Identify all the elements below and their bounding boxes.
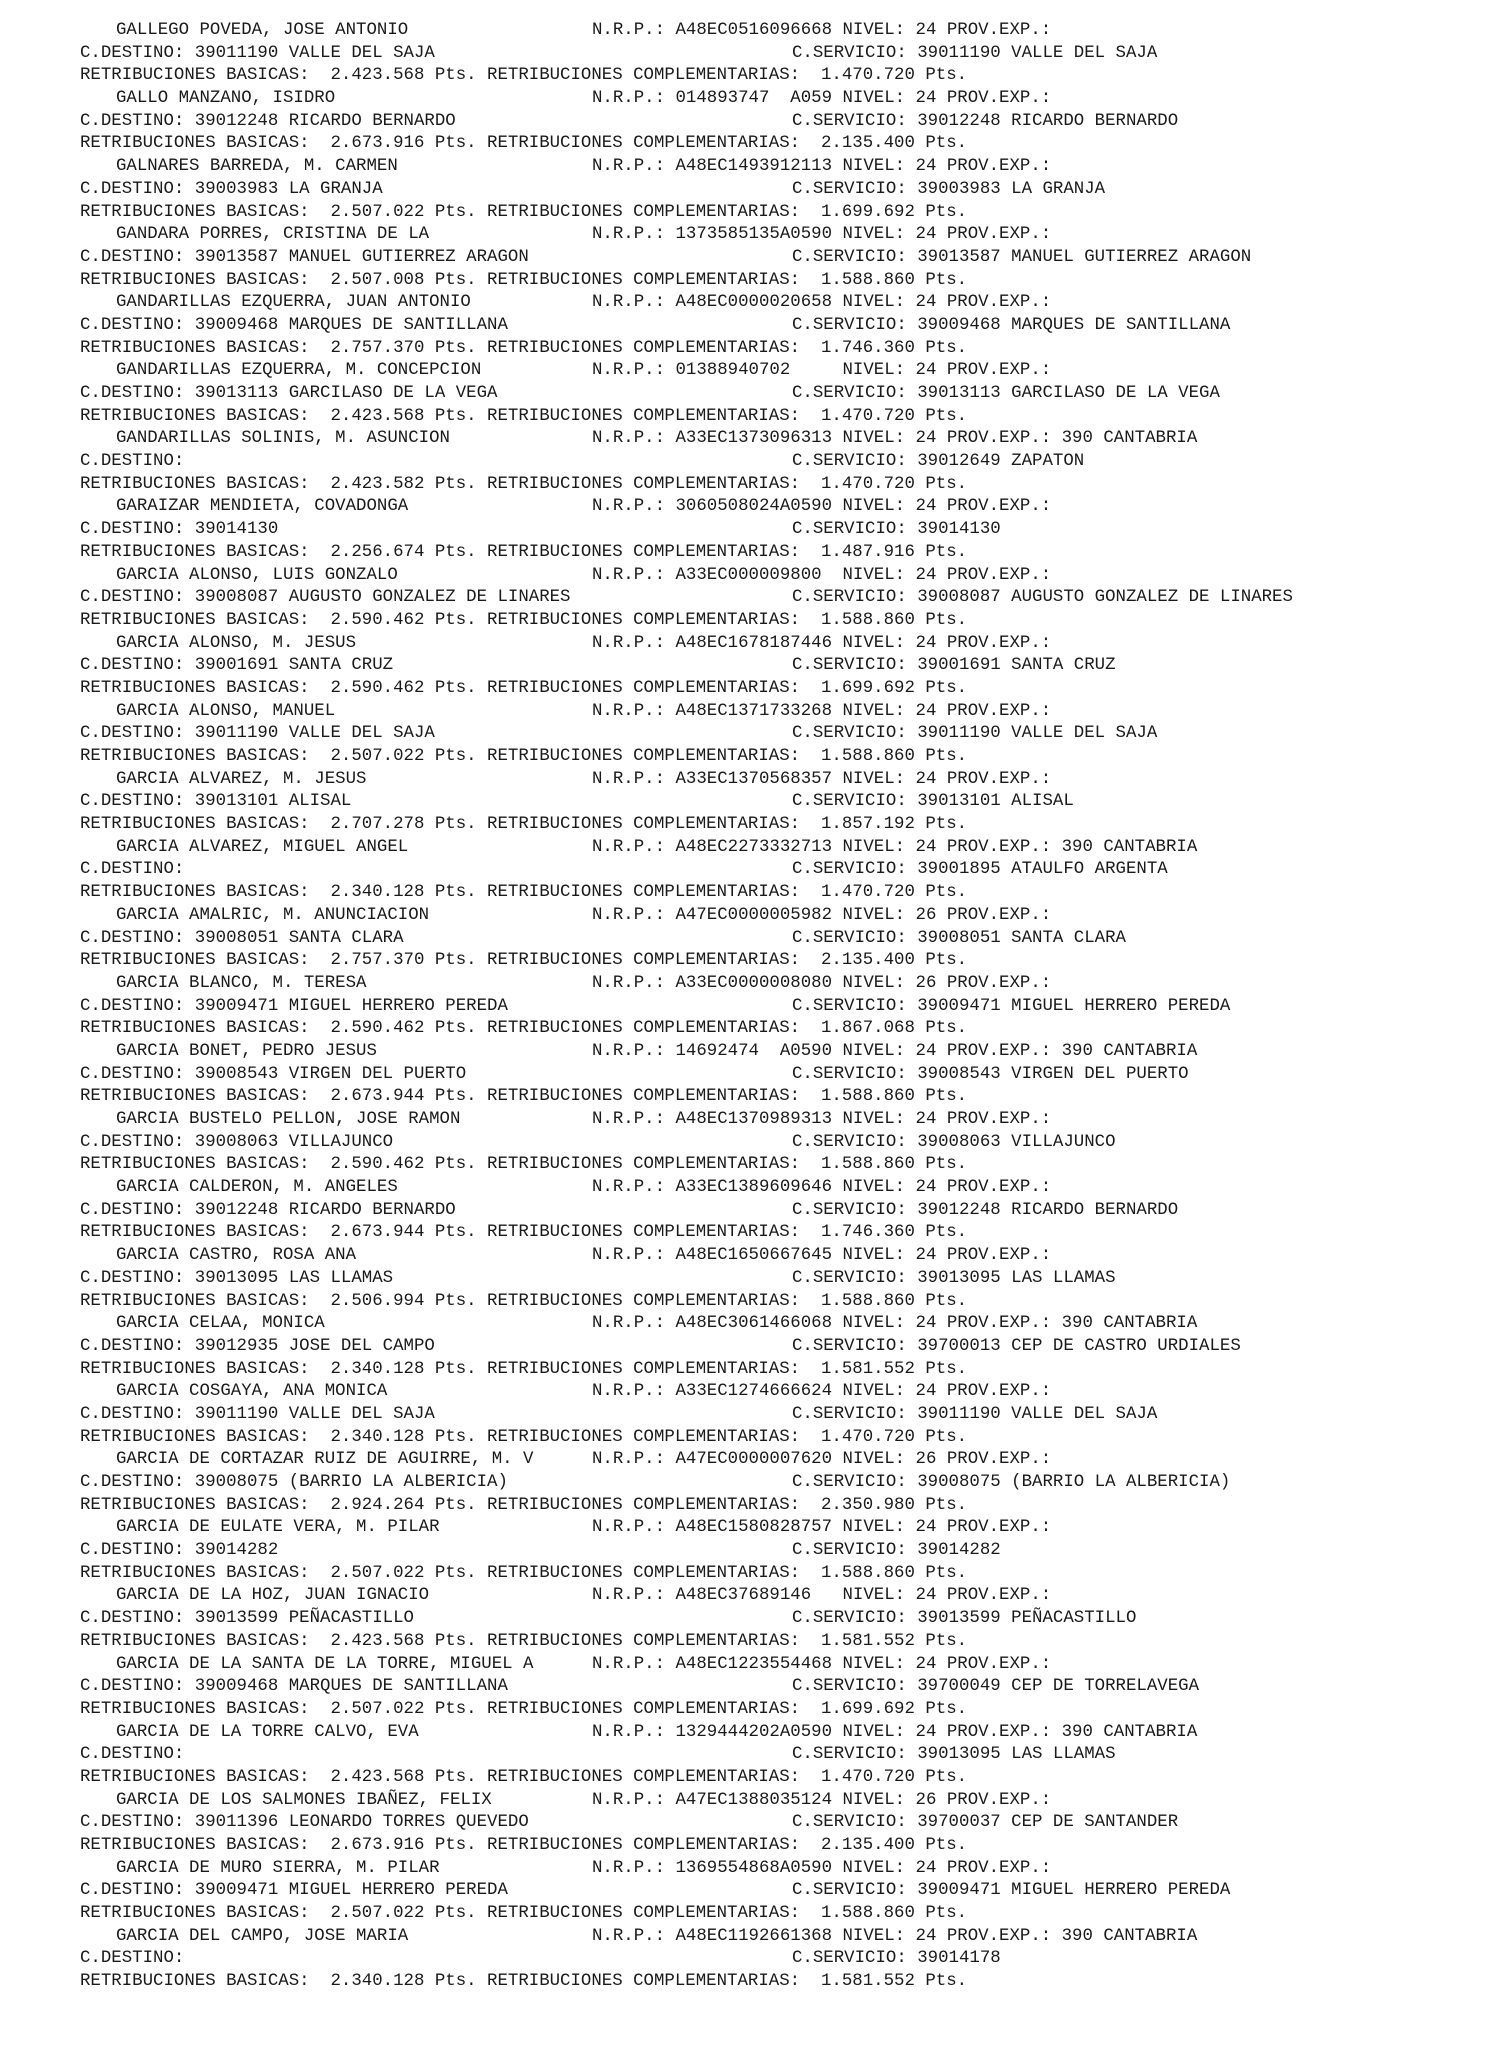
employee-name: GARCIA DE LA SANTA DE LA TORRE, MIGUEL A — [116, 1654, 534, 1674]
record-salary-line — [80, 406, 1490, 429]
destination-center: C.DESTINO: 39011190 VALLE DEL SAJA — [80, 43, 435, 63]
personnel-record — [80, 360, 1490, 428]
record-center-line — [80, 996, 1490, 1019]
employee-name: GARCIA ALVAREZ, M. JESUS — [116, 769, 367, 789]
personnel-record — [80, 1790, 1490, 1858]
record-salary-line — [80, 950, 1490, 973]
record-header-line — [80, 769, 1490, 792]
personnel-record — [80, 156, 1490, 224]
record-center-line — [80, 519, 1490, 542]
destination-center: C.DESTINO: 39013587 MANUEL GUTIERREZ ARAGON — [80, 247, 529, 267]
nrp-level-info: N.R.P.: A48EC0000020658 NIVEL: 24 PROV.EXP.: — [592, 293, 1052, 313]
record-center-line — [80, 1336, 1490, 1359]
record-center-line — [80, 179, 1490, 202]
salary-info: RETRIBUCIONES BASICAS: 2.673.916 Pts. RETRIBUCIONES COMPLEMENTARIAS: 2.135.400 Pts. — [80, 134, 968, 154]
record-salary-line — [80, 1767, 1490, 1790]
record-header-line — [80, 360, 1490, 383]
record-header-line — [80, 1926, 1490, 1949]
personnel-record — [80, 88, 1490, 156]
service-center: C.SERVICIO: 39012649 ZAPATON — [792, 452, 1085, 472]
record-header-line — [80, 496, 1490, 519]
salary-info: RETRIBUCIONES BASICAS: 2.423.568 Pts. RETRIBUCIONES COMPLEMENTARIAS: 1.470.720 Pts. — [80, 1767, 968, 1787]
record-salary-line — [80, 1018, 1490, 1041]
service-center: C.SERVICIO: 39011190 VALLE DEL SAJA — [792, 43, 1158, 63]
record-center-line — [80, 383, 1490, 406]
salary-info: RETRIBUCIONES BASICAS: 2.507.022 Pts. RETRIBUCIONES COMPLEMENTARIAS: 1.588.860 Pts. — [80, 1904, 968, 1924]
employee-name: GARCIA ALONSO, M. JESUS — [116, 633, 357, 653]
service-center: C.SERVICIO: 39013587 MANUEL GUTIERREZ ARAGON — [792, 247, 1252, 267]
record-header-line — [80, 1381, 1490, 1404]
record-header-line — [80, 428, 1490, 451]
record-header-line — [80, 224, 1490, 247]
personnel-record — [80, 633, 1490, 701]
personnel-record — [80, 701, 1490, 769]
record-salary-line — [80, 1086, 1490, 1109]
personnel-record — [80, 837, 1490, 905]
destination-center: C.DESTINO: 39013113 GARCILASO DE LA VEGA — [80, 384, 498, 403]
record-salary-line — [80, 270, 1490, 293]
record-header-line — [80, 1449, 1490, 1472]
employee-name: GARCIA DE CORTAZAR RUIZ DE AGUIRRE, M. V — [116, 1450, 534, 1470]
destination-center: C.DESTINO: 39014130 — [80, 520, 279, 540]
nrp-level-info: N.R.P.: A48EC1192661368 NIVEL: 24 PROV.EXP.: 390 CANTABRIA — [592, 1926, 1198, 1946]
nrp-level-info: N.R.P.: A33EC000009800 NIVEL: 24 PROV.EXP.: — [592, 565, 1052, 585]
destination-center: C.DESTINO: 39009471 MIGUEL HERRERO PEREDA — [80, 996, 508, 1016]
personnel-record — [80, 565, 1490, 633]
employee-name: GARAIZAR MENDIETA, COVADONGA — [116, 497, 409, 517]
personnel-record — [80, 1245, 1490, 1313]
nrp-level-info: N.R.P.: 01388940702 NIVEL: 24 PROV.EXP.: — [592, 361, 1052, 381]
nrp-level-info: N.R.P.: 14692474 A0590 NIVEL: 24 PROV.EXP.: 390 CANTABRIA — [592, 1041, 1198, 1061]
record-header-line — [80, 156, 1490, 179]
service-center: C.SERVICIO: 39012248 RICARDO BERNARDO — [792, 111, 1179, 131]
record-salary-line — [80, 133, 1490, 156]
record-center-line — [80, 315, 1490, 338]
salary-info: RETRIBUCIONES BASICAS: 2.924.264 Pts. RETRIBUCIONES COMPLEMENTARIAS: 2.350.980 Pts. — [80, 1495, 968, 1515]
personnel-record — [80, 769, 1490, 837]
destination-center: C.DESTINO: 39008543 VIRGEN DEL PUERTO — [80, 1064, 467, 1084]
nrp-level-info: N.R.P.: A47EC0000005982 NIVEL: 26 PROV.EXP.: — [592, 905, 1052, 925]
record-salary-line — [80, 65, 1490, 88]
personnel-listing — [80, 20, 1490, 1994]
personnel-record — [80, 1449, 1490, 1517]
service-center: C.SERVICIO: 39700049 CEP DE TORRELAVEGA — [792, 1677, 1200, 1697]
service-center: C.SERVICIO: 39013095 LAS LLAMAS — [792, 1745, 1116, 1765]
salary-info: RETRIBUCIONES BASICAS: 2.507.022 Pts. RETRIBUCIONES COMPLEMENTARIAS: 1.588.860 Pts. — [80, 1563, 968, 1583]
employee-name: GALLO MANZANO, ISIDRO — [116, 89, 336, 109]
nrp-level-info: N.R.P.: A48EC1370989313 NIVEL: 24 PROV.EXP.: — [592, 1110, 1052, 1129]
personnel-record — [80, 1858, 1490, 1926]
record-header-line — [80, 292, 1490, 315]
personnel-record — [80, 1041, 1490, 1109]
nrp-level-info: N.R.P.: A48EC1678187446 NIVEL: 24 PROV.EXP.: — [592, 633, 1052, 653]
service-center: C.SERVICIO: 39013095 LAS LLAMAS — [792, 1268, 1116, 1288]
nrp-level-info: N.R.P.: 1369554868A0590 NIVEL: 24 PROV.EXP.: — [592, 1858, 1052, 1878]
record-center-line — [80, 1608, 1490, 1631]
employee-name: GARCIA ALONSO, MANUEL — [116, 701, 336, 721]
destination-center: C.DESTINO: — [80, 1745, 185, 1765]
service-center: C.SERVICIO: 39003983 LA GRANJA — [792, 179, 1106, 199]
personnel-record — [80, 1926, 1490, 1994]
nrp-level-info: N.R.P.: A47EC1388035124 NIVEL: 26 PROV.EXP.: — [592, 1790, 1052, 1810]
salary-info: RETRIBUCIONES BASICAS: 2.673.944 Pts. RETRIBUCIONES COMPLEMENTARIAS: 1.746.360 Pts. — [80, 1223, 968, 1243]
record-center-line — [80, 1064, 1490, 1087]
record-center-line — [80, 1948, 1490, 1971]
salary-info: RETRIBUCIONES BASICAS: 2.507.008 Pts. RETRIBUCIONES COMPLEMENTARIAS: 1.588.860 Pts. — [80, 270, 968, 290]
nrp-level-info: N.R.P.: A48EC1493912113 NIVEL: 24 PROV.EXP.: — [592, 157, 1052, 177]
service-center: C.SERVICIO: 39008543 VIRGEN DEL PUERTO — [792, 1064, 1189, 1084]
record-salary-line — [80, 814, 1490, 837]
personnel-record — [80, 1313, 1490, 1381]
record-header-line — [80, 1109, 1490, 1132]
record-center-line — [80, 1268, 1490, 1291]
record-salary-line — [80, 1154, 1490, 1177]
destination-center: C.DESTINO: 39013599 PEÑACASTILLO — [80, 1609, 414, 1629]
salary-info: RETRIBUCIONES BASICAS: 2.507.022 Pts. RETRIBUCIONES COMPLEMENTARIAS: 1.588.860 Pts. — [80, 747, 968, 766]
salary-info: RETRIBUCIONES BASICAS: 2.507.022 Pts. RETRIBUCIONES COMPLEMENTARIAS: 1.699.692 Pts. — [80, 202, 968, 222]
destination-center: C.DESTINO: 39008087 AUGUSTO GONZALEZ DE LINARES — [80, 588, 571, 608]
nrp-level-info: N.R.P.: A33EC1389609646 NIVEL: 24 PROV.EXP.: — [592, 1178, 1052, 1198]
destination-center: C.DESTINO: — [80, 1949, 185, 1969]
service-center: C.SERVICIO: 39009468 MARQUES DE SANTILLANA — [792, 315, 1231, 335]
personnel-record — [80, 973, 1490, 1041]
record-center-line — [80, 451, 1490, 474]
record-header-line — [80, 633, 1490, 656]
record-header-line — [80, 1313, 1490, 1336]
record-header-line — [80, 1585, 1490, 1608]
service-center: C.SERVICIO: 39011190 VALLE DEL SAJA — [792, 1404, 1158, 1424]
service-center: C.SERVICIO: 39013599 PEÑACASTILLO — [792, 1609, 1137, 1629]
employee-name: GARCIA DE LOS SALMONES IBAÑEZ, FELIX — [116, 1790, 492, 1810]
salary-info: RETRIBUCIONES BASICAS: 2.423.568 Pts. RETRIBUCIONES COMPLEMENTARIAS: 1.470.720 Pts. — [80, 406, 968, 426]
personnel-record — [80, 1109, 1490, 1177]
service-center: C.SERVICIO: 39009471 MIGUEL HERRERO PEREDA — [792, 1881, 1231, 1901]
service-center: C.SERVICIO: 39014178 — [792, 1949, 1001, 1969]
employee-name: GARCIA ALVAREZ, MIGUEL ANGEL — [116, 837, 409, 857]
nrp-level-info: N.R.P.: A47EC0000007620 NIVEL: 26 PROV.EXP.: — [592, 1450, 1052, 1470]
record-header-line — [80, 1245, 1490, 1268]
record-salary-line — [80, 1427, 1490, 1450]
record-center-line — [80, 1676, 1490, 1699]
service-center: C.SERVICIO: 39013101 ALISAL — [792, 792, 1074, 812]
salary-info: RETRIBUCIONES BASICAS: 2.256.674 Pts. RETRIBUCIONES COMPLEMENTARIAS: 1.487.916 Pts. — [80, 542, 968, 562]
nrp-level-info: N.R.P.: A33EC1370568357 NIVEL: 24 PROV.EXP.: — [592, 769, 1052, 789]
employee-name: GARCIA ALONSO, LUIS GONZALO — [116, 565, 398, 585]
record-center-line — [80, 791, 1490, 814]
record-header-line — [80, 1517, 1490, 1540]
service-center: C.SERVICIO: 39008063 VILLAJUNCO — [792, 1132, 1116, 1152]
service-center: C.SERVICIO: 39008051 SANTA CLARA — [792, 928, 1126, 948]
personnel-record — [80, 1585, 1490, 1653]
personnel-record — [80, 1517, 1490, 1585]
service-center: C.SERVICIO: 39014130 — [792, 520, 1001, 540]
employee-name: GARCIA DE EULATE VERA, M. PILAR — [116, 1518, 440, 1538]
nrp-level-info: N.R.P.: 014893747 A059 NIVEL: 24 PROV.EXP.: — [592, 89, 1052, 109]
service-center: C.SERVICIO: 39008087 AUGUSTO GONZALEZ DE LINARES — [792, 588, 1293, 608]
destination-center: C.DESTINO: 39003983 LA GRANJA — [80, 179, 383, 199]
salary-info: RETRIBUCIONES BASICAS: 2.340.128 Pts. RETRIBUCIONES COMPLEMENTARIAS: 1.581.552 Pts. — [80, 1972, 968, 1992]
destination-center: C.DESTINO: 39008063 VILLAJUNCO — [80, 1132, 394, 1152]
record-center-line — [80, 43, 1490, 66]
nrp-level-info: N.R.P.: A48EC1371733268 NIVEL: 24 PROV.EXP.: — [592, 701, 1052, 721]
service-center: C.SERVICIO: 39001691 SANTA CRUZ — [792, 656, 1116, 676]
record-center-line — [80, 1880, 1490, 1903]
salary-info: RETRIBUCIONES BASICAS: 2.506.994 Pts. RETRIBUCIONES COMPLEMENTARIAS: 1.588.860 Pts. — [80, 1291, 968, 1311]
employee-name: GANDARA PORRES, CRISTINA DE LA — [116, 225, 430, 245]
record-center-line — [80, 111, 1490, 134]
employee-name: GARCIA DEL CAMPO, JOSE MARIA — [116, 1926, 409, 1946]
employee-name: GARCIA DE MURO SIERRA, M. PILAR — [116, 1858, 440, 1878]
record-salary-line — [80, 1563, 1490, 1586]
destination-center: C.DESTINO: 39012248 RICARDO BERNARDO — [80, 1200, 456, 1220]
salary-info: RETRIBUCIONES BASICAS: 2.590.462 Pts. RETRIBUCIONES COMPLEMENTARIAS: 1.588.860 Pts. — [80, 610, 968, 630]
record-salary-line — [80, 678, 1490, 701]
destination-center: C.DESTINO: 39013101 ALISAL — [80, 792, 352, 812]
record-header-line — [80, 1654, 1490, 1677]
record-header-line — [80, 1041, 1490, 1064]
employee-name: GANDARILLAS EZQUERRA, JUAN ANTONIO — [116, 293, 471, 313]
destination-center: C.DESTINO: 39011190 VALLE DEL SAJA — [80, 1404, 435, 1424]
salary-info: RETRIBUCIONES BASICAS: 2.507.022 Pts. RETRIBUCIONES COMPLEMENTARIAS: 1.699.692 Pts. — [80, 1699, 968, 1719]
salary-info: RETRIBUCIONES BASICAS: 2.673.944 Pts. RETRIBUCIONES COMPLEMENTARIAS: 1.588.860 Pts. — [80, 1087, 968, 1107]
record-salary-line — [80, 474, 1490, 497]
service-center: C.SERVICIO: 39001895 ATAULFO ARGENTA — [792, 860, 1168, 880]
employee-name: GARCIA COSGAYA, ANA MONICA — [116, 1382, 388, 1402]
personnel-record — [80, 905, 1490, 973]
nrp-level-info: N.R.P.: A33EC1373096313 NIVEL: 24 PROV.EXP.: 390 CANTABRIA — [592, 429, 1198, 449]
record-salary-line — [80, 542, 1490, 565]
salary-info: RETRIBUCIONES BASICAS: 2.757.370 Pts. RETRIBUCIONES COMPLEMENTARIAS: 2.135.400 Pts. — [80, 951, 968, 971]
salary-info: RETRIBUCIONES BASICAS: 2.590.462 Pts. RETRIBUCIONES COMPLEMENTARIAS: 1.588.860 Pts. — [80, 1155, 968, 1175]
destination-center: C.DESTINO: 39013095 LAS LLAMAS — [80, 1268, 394, 1288]
personnel-record — [80, 1381, 1490, 1449]
salary-info: RETRIBUCIONES BASICAS: 2.707.278 Pts. RETRIBUCIONES COMPLEMENTARIAS: 1.857.192 Pts. — [80, 815, 968, 835]
record-center-line — [80, 928, 1490, 951]
record-header-line — [80, 973, 1490, 996]
destination-center: C.DESTINO: 39009471 MIGUEL HERRERO PEREDA — [80, 1881, 508, 1901]
destination-center: C.DESTINO: 39008051 SANTA CLARA — [80, 928, 404, 948]
salary-info: RETRIBUCIONES BASICAS: 2.590.462 Pts. RETRIBUCIONES COMPLEMENTARIAS: 1.699.692 Pts. — [80, 678, 968, 698]
record-salary-line — [80, 202, 1490, 225]
salary-info: RETRIBUCIONES BASICAS: 2.340.128 Pts. RETRIBUCIONES COMPLEMENTARIAS: 1.470.720 Pts. — [80, 1427, 968, 1447]
destination-center: C.DESTINO: 39009468 MARQUES DE SANTILLANA — [80, 1677, 508, 1697]
nrp-level-info: N.R.P.: A33EC0000008080 NIVEL: 26 PROV.EXP.: — [592, 973, 1052, 993]
employee-name: GARCIA DE LA HOZ, JUAN IGNACIO — [116, 1586, 430, 1606]
salary-info: RETRIBUCIONES BASICAS: 2.423.582 Pts. RETRIBUCIONES COMPLEMENTARIAS: 1.470.720 Pts. — [80, 474, 968, 494]
record-salary-line — [80, 1699, 1490, 1722]
service-center: C.SERVICIO: 39008075 (BARRIO LA ALBERICIA) — [792, 1473, 1231, 1492]
record-header-line — [80, 1722, 1490, 1745]
salary-info: RETRIBUCIONES BASICAS: 2.590.462 Pts. RETRIBUCIONES COMPLEMENTARIAS: 1.867.068 Pts. — [80, 1019, 968, 1039]
employee-name: GARCIA BLANCO, M. TERESA — [116, 973, 367, 993]
record-salary-line — [80, 1291, 1490, 1314]
destination-center: C.DESTINO: 39014282 — [80, 1541, 279, 1561]
salary-info: RETRIBUCIONES BASICAS: 2.423.568 Pts. RETRIBUCIONES COMPLEMENTARIAS: 1.581.552 Pts. — [80, 1631, 968, 1651]
record-center-line — [80, 655, 1490, 678]
service-center: C.SERVICIO: 39012248 RICARDO BERNARDO — [792, 1200, 1179, 1220]
record-salary-line — [80, 338, 1490, 361]
personnel-record — [80, 1722, 1490, 1790]
record-salary-line — [80, 1222, 1490, 1245]
record-header-line — [80, 1858, 1490, 1881]
salary-info: RETRIBUCIONES BASICAS: 2.340.128 Pts. RETRIBUCIONES COMPLEMENTARIAS: 1.470.720 Pts. — [80, 883, 968, 903]
record-center-line — [80, 723, 1490, 746]
record-header-line — [80, 565, 1490, 588]
employee-name: GARCIA CALDERON, M. ANGELES — [116, 1178, 398, 1198]
record-salary-line — [80, 1903, 1490, 1926]
record-center-line — [80, 1812, 1490, 1835]
employee-name: GARCIA CELAA, MONICA — [116, 1314, 325, 1334]
destination-center: C.DESTINO: 39001691 SANTA CRUZ — [80, 656, 394, 676]
record-salary-line — [80, 1971, 1490, 1994]
record-salary-line — [80, 746, 1490, 769]
record-header-line — [80, 1177, 1490, 1200]
destination-center: C.DESTINO: 39012935 JOSE DEL CAMPO — [80, 1336, 435, 1356]
personnel-record — [80, 20, 1490, 88]
salary-info: RETRIBUCIONES BASICAS: 2.673.916 Pts. RETRIBUCIONES COMPLEMENTARIAS: 2.135.400 Pts. — [80, 1836, 968, 1855]
nrp-level-info: N.R.P.: A33EC1274666624 NIVEL: 24 PROV.EXP.: — [592, 1382, 1052, 1402]
record-header-line — [80, 905, 1490, 928]
personnel-record — [80, 1654, 1490, 1722]
record-center-line — [80, 859, 1490, 882]
record-salary-line — [80, 610, 1490, 633]
record-center-line — [80, 1132, 1490, 1155]
record-salary-line — [80, 1495, 1490, 1518]
service-center: C.SERVICIO: 39011190 VALLE DEL SAJA — [792, 724, 1158, 744]
record-center-line — [80, 587, 1490, 610]
employee-name: GARCIA BONET, PEDRO JESUS — [116, 1041, 377, 1061]
record-header-line — [80, 20, 1490, 43]
salary-info: RETRIBUCIONES BASICAS: 2.757.370 Pts. RETRIBUCIONES COMPLEMENTARIAS: 1.746.360 Pts. — [80, 338, 968, 358]
personnel-record — [80, 292, 1490, 360]
service-center: C.SERVICIO: 39700013 CEP DE CASTRO URDIALES — [792, 1336, 1241, 1356]
personnel-record — [80, 496, 1490, 564]
nrp-level-info: N.R.P.: 1373585135A0590 NIVEL: 24 PROV.EXP.: — [592, 225, 1052, 245]
record-salary-line — [80, 1631, 1490, 1654]
personnel-record — [80, 1177, 1490, 1245]
nrp-level-info: N.R.P.: A48EC3061466068 NIVEL: 24 PROV.EXP.: 390 CANTABRIA — [592, 1314, 1198, 1334]
record-header-line — [80, 1790, 1490, 1813]
nrp-level-info: N.R.P.: A48EC37689146 NIVEL: 24 PROV.EXP.: — [592, 1586, 1052, 1606]
service-center: C.SERVICIO: 39013113 GARCILASO DE LA VEGA — [792, 384, 1220, 403]
salary-info: RETRIBUCIONES BASICAS: 2.423.568 Pts. RETRIBUCIONES COMPLEMENTARIAS: 1.470.720 Pts. — [80, 66, 968, 86]
destination-center: C.DESTINO: — [80, 860, 185, 880]
nrp-level-info: N.R.P.: A48EC0516096668 NIVEL: 24 PROV.EXP.: — [592, 21, 1052, 40]
employee-name: GARCIA CASTRO, ROSA ANA — [116, 1246, 357, 1266]
record-header-line — [80, 837, 1490, 860]
destination-center: C.DESTINO: 39011396 LEONARDO TORRES QUEVEDO — [80, 1813, 529, 1833]
nrp-level-info: N.R.P.: 3060508024A0590 NIVEL: 24 PROV.EXP.: — [592, 497, 1052, 517]
record-center-line — [80, 1404, 1490, 1427]
destination-center: C.DESTINO: 39011190 VALLE DEL SAJA — [80, 724, 435, 744]
destination-center: C.DESTINO: 39012248 RICARDO BERNARDO — [80, 111, 456, 131]
employee-name: GANDARILLAS SOLINIS, M. ASUNCION — [116, 429, 450, 449]
nrp-level-info: N.R.P.: 1329444202A0590 NIVEL: 24 PROV.EXP.: 390 CANTABRIA — [592, 1722, 1198, 1742]
personnel-record — [80, 224, 1490, 292]
service-center: C.SERVICIO: 39014282 — [792, 1541, 1001, 1561]
nrp-level-info: N.R.P.: A48EC1223554468 NIVEL: 24 PROV.EXP.: — [592, 1654, 1052, 1674]
record-center-line — [80, 1540, 1490, 1563]
destination-center: C.DESTINO: 39009468 MARQUES DE SANTILLANA — [80, 315, 508, 335]
service-center: C.SERVICIO: 39009471 MIGUEL HERRERO PEREDA — [792, 996, 1231, 1016]
employee-name: GARCIA DE LA TORRE CALVO, EVA — [116, 1722, 419, 1742]
employee-name: GALNARES BARREDA, M. CARMEN — [116, 157, 398, 177]
record-center-line — [80, 1744, 1490, 1767]
record-salary-line — [80, 1835, 1490, 1858]
salary-info: RETRIBUCIONES BASICAS: 2.340.128 Pts. RETRIBUCIONES COMPLEMENTARIAS: 1.581.552 Pts. — [80, 1359, 968, 1379]
record-header-line — [80, 701, 1490, 724]
employee-name: GARCIA AMALRIC, M. ANUNCIACION — [116, 905, 430, 925]
destination-center: C.DESTINO: 39008075 (BARRIO LA ALBERICIA) — [80, 1473, 508, 1492]
service-center: C.SERVICIO: 39700037 CEP DE SANTANDER — [792, 1813, 1179, 1833]
record-center-line — [80, 1472, 1490, 1495]
destination-center: C.DESTINO: — [80, 452, 185, 472]
record-center-line — [80, 247, 1490, 270]
nrp-level-info: N.R.P.: A48EC2273332713 NIVEL: 24 PROV.EXP.: 390 CANTABRIA — [592, 837, 1198, 857]
personnel-record — [80, 428, 1490, 496]
record-salary-line — [80, 1359, 1490, 1382]
record-salary-line — [80, 882, 1490, 905]
nrp-level-info: N.R.P.: A48EC1650667645 NIVEL: 24 PROV.EXP.: — [592, 1246, 1052, 1266]
record-header-line — [80, 88, 1490, 111]
record-center-line — [80, 1200, 1490, 1223]
employee-name: GANDARILLAS EZQUERRA, M. CONCEPCION — [116, 361, 482, 381]
nrp-level-info: N.R.P.: A48EC1580828757 NIVEL: 24 PROV.EXP.: — [592, 1518, 1052, 1538]
employee-name: GALLEGO POVEDA, JOSE ANTONIO — [116, 21, 409, 40]
employee-name: GARCIA BUSTELO PELLON, JOSE RAMON — [116, 1110, 461, 1129]
